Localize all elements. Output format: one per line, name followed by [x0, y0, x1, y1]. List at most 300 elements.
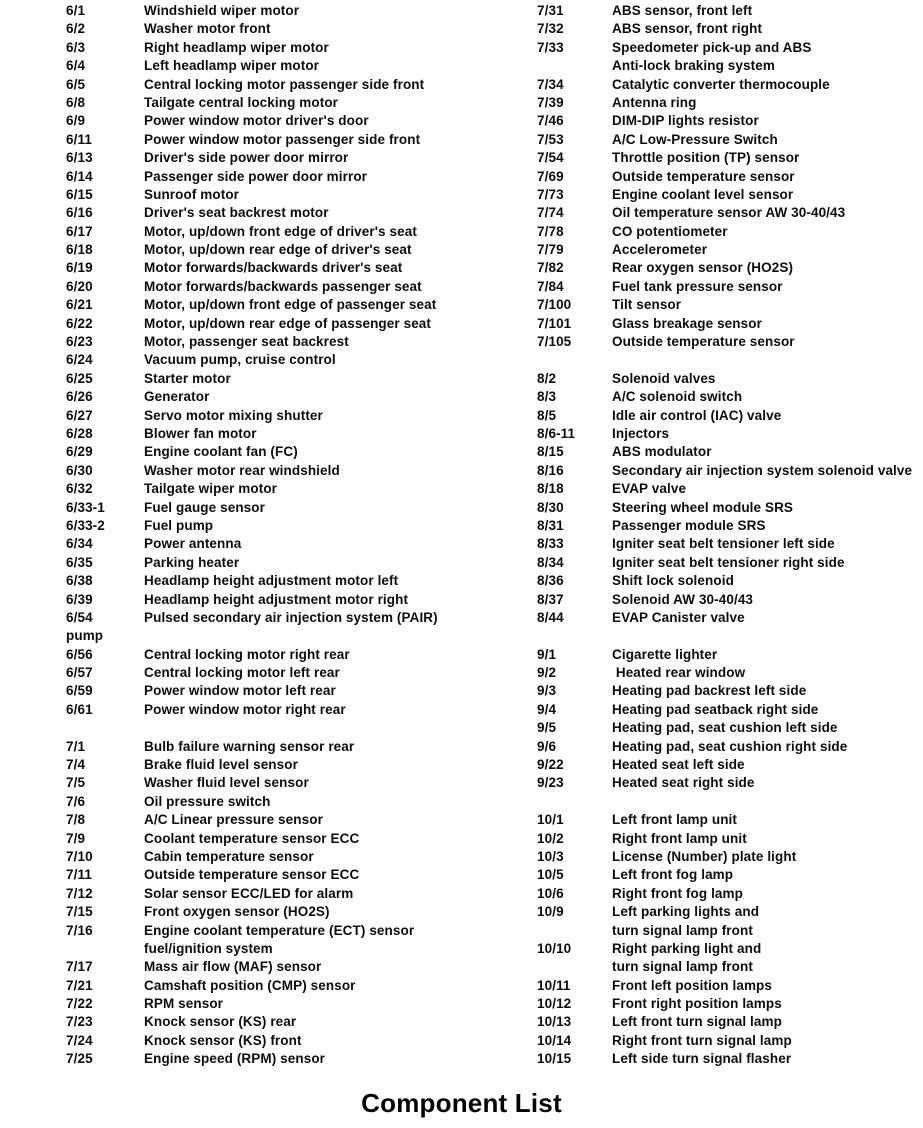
component-row: [537, 241, 923, 259]
component-row: [66, 2, 538, 20]
component-column-left: [66, 2, 538, 1069]
component-row: [66, 425, 538, 443]
component-code: 7/31: [537, 3, 564, 18]
component-code: 6/33-1: [66, 499, 105, 515]
component-row-spacer: [537, 793, 923, 811]
component-row: [66, 1032, 538, 1050]
component-code: 7/17: [66, 959, 93, 975]
component-row-spacer: [537, 351, 923, 369]
component-desc: Cabin temperature sensor: [144, 848, 314, 864]
component-row: [66, 885, 538, 903]
component-desc: Left parking lights and: [612, 904, 760, 920]
component-code: 6/28: [66, 425, 93, 441]
component-row: [537, 774, 923, 792]
component-desc: Engine coolant level sensor: [612, 186, 794, 202]
component-desc: Solenoid AW 30-40/43: [612, 591, 754, 607]
component-code: 6/23: [66, 334, 93, 350]
component-row: [66, 39, 538, 57]
component-desc: EVAP valve: [612, 481, 687, 497]
component-code: 6/33-2: [66, 517, 105, 533]
component-row: [537, 186, 923, 204]
component-row: [537, 977, 923, 995]
component-row: [66, 738, 538, 756]
component-row: [66, 995, 538, 1013]
component-row: [66, 76, 538, 94]
component-code: 10/1: [537, 812, 564, 828]
component-row: [66, 572, 538, 590]
component-row: [537, 278, 923, 296]
component-desc: Washer fluid level sensor: [144, 775, 309, 791]
component-code: 7/6: [66, 793, 86, 809]
component-desc: Fuel gauge sensor: [144, 499, 265, 515]
component-desc: Left front fog lamp: [612, 867, 734, 883]
component-row: [537, 830, 923, 848]
component-code: 9/6: [537, 738, 557, 754]
component-code: 6/21: [66, 297, 93, 313]
component-code: 7/82: [537, 260, 564, 276]
component-desc: turn signal lamp front: [612, 922, 753, 938]
component-desc: Pulsed secondary air injection system (PAIR): [144, 609, 438, 625]
component-row: [66, 480, 538, 498]
component-row: [537, 204, 923, 222]
component-desc: Antenna ring: [612, 94, 697, 110]
component-code: 6/39: [66, 591, 93, 607]
component-desc: Rear oxygen sensor (HO2S): [612, 260, 794, 276]
component-code: [66, 940, 144, 958]
component-code: 7/16: [66, 922, 93, 938]
component-code: 6/29: [66, 444, 93, 460]
component-desc: License (Number) plate light: [612, 848, 797, 864]
component-code: 8/5: [537, 407, 557, 423]
component-code: 7/23: [66, 1014, 93, 1030]
component-code: 10/2: [537, 830, 564, 846]
component-desc: Left side turn signal flasher: [612, 1051, 792, 1067]
component-desc: Heating pad, seat cushion right side: [612, 738, 848, 754]
component-desc: Mass air flow (MAF) sensor: [144, 959, 322, 975]
component-desc: Bulb failure warning sensor rear: [144, 738, 355, 754]
component-desc: Blower fan motor: [144, 425, 257, 441]
component-code: 6/18: [66, 242, 93, 258]
component-desc: Central locking motor left rear: [144, 665, 340, 681]
component-desc: Driver's seat backrest motor: [144, 205, 329, 221]
component-code: 7/78: [537, 223, 564, 239]
component-desc: Anti-lock braking system: [612, 58, 775, 74]
component-code: 7/46: [537, 113, 564, 129]
component-desc: EVAP Canister valve: [612, 609, 745, 625]
component-row-spacer: [66, 719, 538, 737]
component-row: [537, 2, 923, 20]
component-desc: Front left position lamps: [612, 977, 772, 993]
component-row: [537, 866, 923, 884]
component-row: [66, 903, 538, 921]
component-desc: Heated seat left side: [612, 757, 745, 773]
component-row-spacer: [537, 627, 923, 645]
component-code: 6/5: [66, 76, 86, 92]
component-code: 8/34: [537, 554, 564, 570]
component-code: 7/8: [66, 812, 86, 828]
component-desc: Motor, up/down rear edge of passenger seat: [144, 315, 432, 331]
component-row: [66, 296, 538, 314]
component-desc: Oil temperature sensor AW 30-40/43: [612, 205, 846, 221]
component-code: 6/13: [66, 150, 93, 166]
component-code: 8/30: [537, 499, 564, 515]
component-row: [537, 57, 923, 75]
component-row: [537, 333, 923, 351]
component-row: [66, 1050, 538, 1068]
component-desc: Power window motor passenger side front: [144, 131, 421, 147]
component-row: [66, 370, 538, 388]
component-desc: Right front lamp unit: [612, 830, 747, 846]
component-desc: Shift lock solenoid: [612, 573, 734, 589]
component-code: 7/34: [537, 76, 564, 92]
component-row: [537, 535, 923, 553]
component-row: [66, 131, 538, 149]
component-code: 8/18: [537, 481, 564, 497]
component-code: 7/73: [537, 186, 564, 202]
component-row: [537, 94, 923, 112]
component-code: 7/105: [537, 334, 572, 350]
component-code: 6/8: [66, 94, 86, 110]
component-desc: Motor forwards/backwards driver's seat: [144, 260, 403, 276]
component-desc: Right headlamp wiper motor: [144, 39, 329, 55]
component-row: [537, 296, 923, 314]
component-row: [66, 554, 538, 572]
component-code: 8/33: [537, 536, 564, 552]
component-row: [537, 756, 923, 774]
component-code: 6/32: [66, 481, 93, 497]
component-row: [537, 719, 923, 737]
component-desc: Passenger module SRS: [612, 517, 766, 533]
component-desc: Servo motor mixing shutter: [144, 407, 323, 423]
component-code: 10/12: [537, 996, 572, 1012]
component-code: 6/26: [66, 389, 93, 405]
component-code: 6/59: [66, 683, 93, 699]
component-row: [66, 168, 538, 186]
component-code: 6/20: [66, 278, 93, 294]
component-row: [66, 682, 538, 700]
component-desc: Generator: [144, 389, 210, 405]
component-code: 6/25: [66, 370, 93, 386]
component-row: [66, 149, 538, 167]
component-desc: ABS sensor, front right: [612, 21, 763, 37]
component-code: 8/2: [537, 370, 557, 386]
component-desc: Accelerometer: [612, 242, 708, 258]
component-row: [537, 517, 923, 535]
component-desc: Passenger side power door mirror: [144, 168, 368, 184]
component-desc: Motor forwards/backwards passenger seat: [144, 278, 422, 294]
component-row: [537, 922, 923, 940]
component-row: [66, 793, 538, 811]
component-code: 8/3: [537, 389, 557, 405]
component-desc: Camshaft position (CMP) sensor: [144, 977, 356, 993]
component-desc: Brake fluid level sensor: [144, 757, 298, 773]
component-desc: [144, 627, 538, 645]
component-code: 6/54: [66, 609, 93, 625]
component-desc: Front right position lamps: [612, 996, 782, 1012]
component-code: 7/54: [537, 150, 564, 166]
component-code: 7/79: [537, 242, 564, 258]
component-desc: A/C Linear pressure sensor: [144, 812, 323, 828]
component-code: 7/32: [537, 21, 564, 37]
component-code: 7/84: [537, 278, 564, 294]
component-code: 7/53: [537, 131, 564, 147]
component-code: 10/11: [537, 977, 571, 993]
component-desc: Solenoid valves: [612, 370, 716, 386]
component-row: [66, 958, 538, 976]
component-row: [66, 922, 538, 940]
component-row: [66, 499, 538, 517]
component-row: [66, 407, 538, 425]
component-desc: Driver's side power door mirror: [144, 150, 349, 166]
component-code: 7/11: [66, 867, 92, 883]
component-desc: Catalytic converter thermocouple: [612, 76, 830, 92]
component-desc: ABS sensor, front left: [612, 3, 753, 18]
component-desc: Igniter seat belt tensioner left side: [612, 536, 835, 552]
component-row: [537, 407, 923, 425]
component-code: 10/15: [537, 1051, 572, 1067]
component-desc: ABS modulator: [612, 444, 712, 460]
component-row: [66, 112, 538, 130]
component-column-right: [537, 2, 923, 1069]
component-row: [537, 370, 923, 388]
component-desc: Throttle position (TP) sensor: [612, 150, 800, 166]
component-row: [66, 259, 538, 277]
component-code: 6/27: [66, 407, 93, 423]
component-desc: Heating pad backrest left side: [612, 683, 807, 699]
component-row: [537, 223, 923, 241]
component-row: [537, 958, 923, 976]
component-code: 6/15: [66, 186, 93, 202]
component-desc: Power antenna: [144, 536, 242, 552]
component-code: 8/6-11: [537, 425, 576, 441]
component-code: 8/15: [537, 444, 564, 460]
component-code: 6/11: [66, 131, 92, 147]
component-row: [66, 664, 538, 682]
component-row: [66, 517, 538, 535]
component-desc: Front oxygen sensor (HO2S): [144, 904, 330, 920]
component-row: [537, 591, 923, 609]
component-row: [537, 940, 923, 958]
component-row: [537, 848, 923, 866]
component-code: 7/101: [537, 315, 572, 331]
component-desc: Left headlamp wiper motor: [144, 58, 320, 74]
component-row: [66, 591, 538, 609]
component-code: 8/37: [537, 591, 564, 607]
component-desc: CO potentiometer: [612, 223, 728, 239]
component-row: [66, 333, 538, 351]
component-desc: Fuel tank pressure sensor: [612, 278, 783, 294]
component-row: [66, 756, 538, 774]
component-desc: Washer motor front: [144, 21, 271, 37]
component-desc: Outside temperature sensor: [612, 334, 795, 350]
component-code: 7/25: [66, 1051, 93, 1067]
component-desc: Power window motor driver's door: [144, 113, 369, 129]
component-code: 7/74: [537, 205, 564, 221]
component-code: 9/3: [537, 683, 557, 699]
component-code: 6/30: [66, 462, 93, 478]
component-code: 8/31: [537, 517, 564, 533]
component-desc: DIM-DIP lights resistor: [612, 113, 759, 129]
component-row: [537, 1050, 923, 1068]
component-code: 9/22: [537, 757, 564, 773]
component-desc: Right front turn signal lamp: [612, 1032, 792, 1048]
component-row: [537, 554, 923, 572]
component-row: [66, 535, 538, 553]
component-row: [66, 646, 538, 664]
component-desc: Fuel pump: [144, 517, 214, 533]
component-desc: Steering wheel module SRS: [612, 499, 794, 515]
component-desc: Glass breakage sensor: [612, 315, 762, 331]
component-desc: Oil pressure switch: [144, 793, 271, 809]
component-row: [66, 57, 538, 75]
component-code: 9/5: [537, 720, 557, 736]
component-row: [537, 572, 923, 590]
component-code: 6/3: [66, 39, 86, 55]
component-desc: Right front fog lamp: [612, 885, 743, 901]
component-row: [66, 241, 538, 259]
component-desc: Knock sensor (KS) front: [144, 1032, 302, 1048]
component-desc: Power window motor left rear: [144, 683, 336, 699]
component-row: [537, 480, 923, 498]
component-desc: Tilt sensor: [612, 297, 682, 313]
component-code: 6/16: [66, 205, 93, 221]
component-desc: Engine coolant temperature (ECT) sensor: [144, 922, 415, 938]
component-code: 6/57: [66, 665, 93, 681]
component-row: [537, 259, 923, 277]
component-code: 7/22: [66, 996, 93, 1012]
component-code: 9/23: [537, 775, 564, 791]
component-row: [537, 885, 923, 903]
component-code: [537, 57, 612, 75]
component-code: 7/39: [537, 94, 564, 110]
page-title: Component List: [361, 1088, 562, 1118]
component-row: [537, 664, 923, 682]
component-code: 10/5: [537, 867, 564, 883]
component-desc: Outside temperature sensor ECC: [144, 867, 360, 883]
component-code: 10/3: [537, 848, 564, 864]
component-code: 8/36: [537, 573, 564, 589]
component-desc: Tailgate central locking motor: [144, 94, 339, 110]
component-row: [537, 112, 923, 130]
component-desc: Motor, up/down rear edge of driver's seat: [144, 242, 412, 258]
component-row: [537, 443, 923, 461]
component-row: [66, 830, 538, 848]
component-desc: Engine coolant fan (FC): [144, 444, 298, 460]
component-code: 6/4: [66, 58, 86, 74]
component-desc: Speedometer pick-up and ABS: [612, 39, 812, 55]
component-code: [537, 922, 612, 940]
component-row: [537, 995, 923, 1013]
component-desc: Motor, up/down front edge of driver's seat: [144, 223, 417, 239]
component-row: [537, 315, 923, 333]
component-row: [66, 811, 538, 829]
component-desc: Left front turn signal lamp: [612, 1014, 782, 1030]
component-desc: Knock sensor (KS) rear: [144, 1014, 297, 1030]
component-row: [537, 682, 923, 700]
component-desc: Motor, up/down front edge of passenger seat: [144, 297, 437, 313]
component-code: 10/10: [537, 940, 572, 956]
component-code: 9/2: [537, 665, 557, 681]
component-row: [66, 443, 538, 461]
component-code: 10/9: [537, 904, 564, 920]
component-desc: Heating pad seatback right side: [612, 701, 819, 717]
component-desc: fuel/ignition system: [144, 940, 273, 956]
component-row: [537, 738, 923, 756]
component-row: [66, 278, 538, 296]
component-row: [66, 351, 538, 369]
component-row: [66, 204, 538, 222]
component-code: 6/34: [66, 536, 93, 552]
component-desc: Engine speed (RPM) sensor: [144, 1051, 326, 1067]
component-row: [537, 646, 923, 664]
component-code: pump: [66, 628, 104, 644]
component-code: 7/9: [66, 830, 86, 846]
component-row: [66, 186, 538, 204]
component-code: 9/1: [537, 646, 557, 662]
component-code: 10/13: [537, 1014, 572, 1030]
component-code: 10/6: [537, 885, 564, 901]
component-row: [66, 701, 538, 719]
component-row: [537, 609, 923, 627]
component-desc: Vacuum pump, cruise control: [144, 352, 336, 368]
component-row: [537, 149, 923, 167]
component-code: 7/12: [66, 885, 93, 901]
component-code: 7/4: [66, 757, 86, 773]
component-row: [537, 499, 923, 517]
component-code: 6/38: [66, 573, 93, 589]
component-desc: A/C solenoid switch: [612, 389, 743, 405]
component-desc: Heated seat right side: [612, 775, 755, 791]
component-row: [537, 20, 923, 38]
component-desc: Parking heater: [144, 554, 240, 570]
component-desc: Headlamp height adjustment motor left: [144, 573, 399, 589]
component-row: [66, 866, 538, 884]
component-desc: Secondary air injection system solenoid valve: [612, 462, 913, 478]
component-desc: Outside temperature sensor: [612, 168, 795, 184]
component-code: 7/24: [66, 1032, 93, 1048]
component-code: 6/1: [66, 3, 86, 18]
component-code: 6/56: [66, 646, 93, 662]
component-desc: Washer motor rear windshield: [144, 462, 340, 478]
component-code: 6/2: [66, 21, 86, 37]
component-desc: Right parking light and: [612, 940, 762, 956]
component-row: [537, 701, 923, 719]
component-row: [66, 94, 538, 112]
component-desc: Sunroof motor: [144, 186, 240, 202]
component-row: [66, 848, 538, 866]
component-row: [66, 462, 538, 480]
component-code: 7/69: [537, 168, 564, 184]
component-code: 7/15: [66, 904, 93, 920]
component-code: 7/1: [66, 738, 86, 754]
component-desc: Motor, passenger seat backrest: [144, 334, 349, 350]
component-desc: turn signal lamp front: [612, 959, 753, 975]
component-code: 6/35: [66, 554, 93, 570]
component-row: [537, 1032, 923, 1050]
component-row: [537, 168, 923, 186]
component-desc: Tailgate wiper motor: [144, 481, 278, 497]
component-desc: Igniter seat belt tensioner right side: [612, 554, 845, 570]
component-row: [66, 1013, 538, 1031]
component-desc: Idle air control (IAC) valve: [612, 407, 782, 423]
component-row: [66, 315, 538, 333]
component-row: [537, 425, 923, 443]
component-row: [66, 627, 538, 645]
component-desc: Cigarette lighter: [612, 646, 718, 662]
component-row: [66, 20, 538, 38]
component-row: [66, 388, 538, 406]
component-code: 6/17: [66, 223, 93, 239]
